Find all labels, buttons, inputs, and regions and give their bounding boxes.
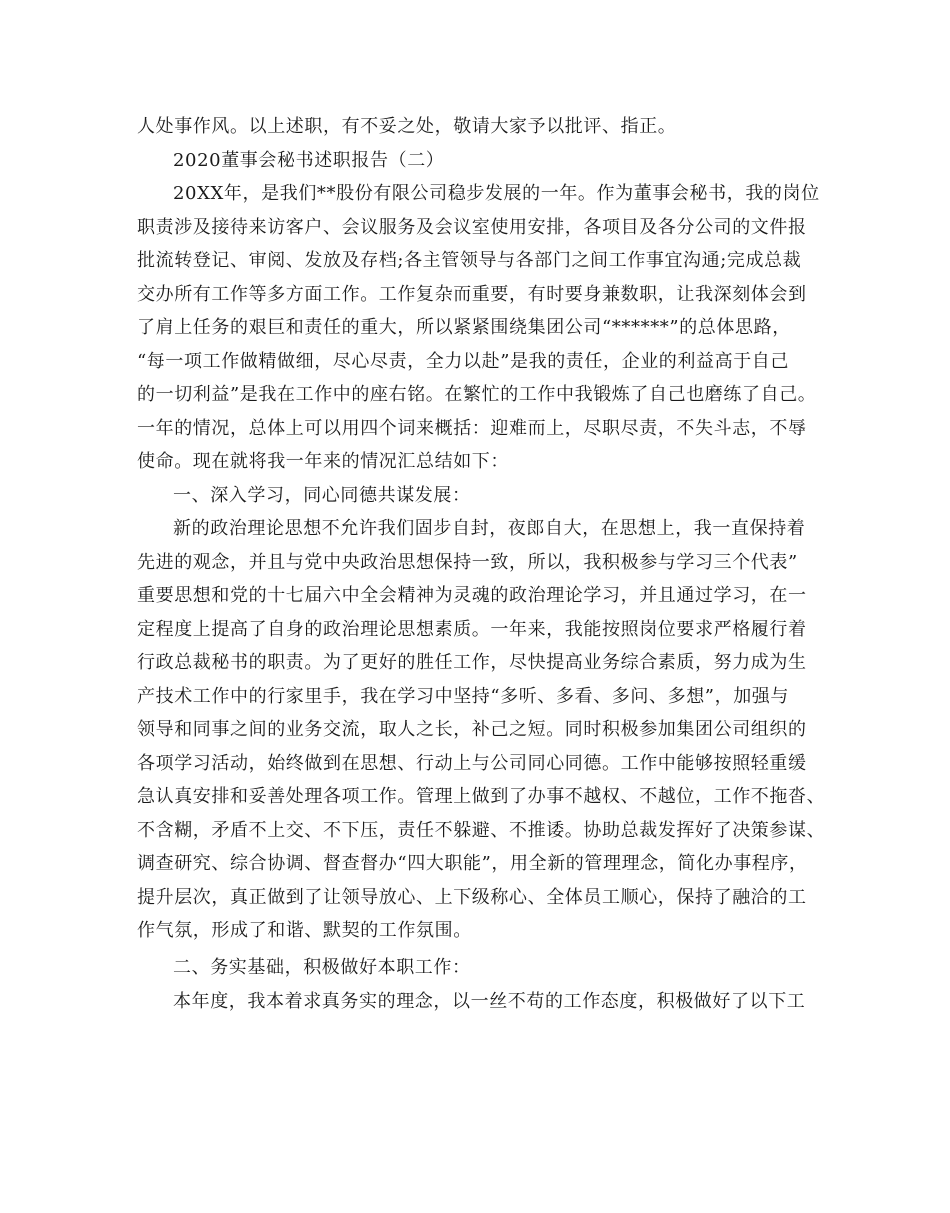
text-line: 各项学习活动，始终做到在思想、行动上与公司同心同德。工作中能够按照轻重缓 bbox=[137, 752, 807, 774]
text-line: 定程度上提高了自身的政治理论思想素质。一年来，我能按照岗位要求严格履行着 bbox=[137, 618, 807, 640]
text-line: 产技术工作中的行家里手，我在学习中坚持“多听、多看、多问、多想”，加强与 bbox=[137, 685, 790, 707]
text-line: 新的政治理论思想不允许我们固步自封，夜郎自大，在思想上，我一直保持着 bbox=[173, 518, 806, 539]
text-line: 先进的观念，并且与党中央政治思想保持一致，所以，我积极参与学习三个代表” bbox=[137, 551, 798, 573]
text-line: 急认真安排和妥善处理各项工作。管理上做到了办事不越权、不越位，工作不拖沓、 bbox=[137, 786, 826, 807]
text-line: 使命。现在就将我一年来的情况汇总结如下： bbox=[137, 451, 509, 472]
text-line: 行政总裁秘书的职责。为了更好的胜任工作，尽快提高业务综合素质，努力成为生 bbox=[137, 652, 807, 673]
text-line: 职责涉及接待来访客户、会议服务及会议室使用安排，各项目及各分公司的文件报 bbox=[137, 216, 807, 238]
section-heading: 二、务实基础，积极做好本职工作： bbox=[173, 957, 471, 978]
text-line: “每一项工作做精做细，尽心尽责，全力以赴”是我的责任，企业的利益高于自己 bbox=[137, 350, 790, 372]
text-line: 本年度，我本着求真务实的理念，以一丝不苟的工作态度，积极做好了以下工 bbox=[173, 990, 806, 1012]
text-line: 重要思想和党的十七届六中全会精神为灵魂的政治理论学习，并且通过学习，在一 bbox=[137, 585, 807, 606]
section-heading: 一、深入学习，同心同德共谋发展： bbox=[173, 484, 471, 506]
text-line: 的一切利益”是我在工作中的座右铭。在繁忙的工作中我锻炼了自己也磨练了自己。 bbox=[137, 384, 817, 405]
text-line: 调查研究、综合协调、督查督办“四大职能”，用全新的管理理念，简化办事程序， bbox=[137, 853, 808, 874]
text-line: 提升层次，真正做到了让领导放心、上下级称心、全体员工顺心，保持了融洽的工 bbox=[137, 886, 807, 908]
text-line: 领导和同事之间的业务交流，取人之长，补己之短。同时积极参加集团公司组织的 bbox=[137, 719, 807, 740]
text-line: 批流转登记、审阅、发放及存档;各主管领导与各部门之间工作事宜沟通;完成总裁 bbox=[137, 250, 802, 271]
text-line: 作气氛，形成了和谐、默契的工作氛围。 bbox=[137, 920, 472, 941]
text-line: 了肩上任务的艰巨和责任的重大，所以紧紧围绕集团公司“******”的总体思路， bbox=[137, 317, 791, 338]
text-line: 一年的情况，总体上可以用四个词来概括：迎难而上，尽职尽责，不失斗志，不辱 bbox=[137, 417, 807, 439]
section-title: 2020董事会秘书述职报告（二） bbox=[173, 149, 445, 171]
text-line: 人处事作风。以上述职，有不妥之处，敬请大家予以批评、指正。 bbox=[137, 116, 677, 137]
text-line: 交办所有工作等多方面工作。工作复杂而重要，有时要身兼数职，让我深刻体会到 bbox=[137, 283, 807, 305]
text-line: 不含糊，矛盾不上交、不下压，责任不躲避、不推诿。协助总裁发挥好了决策参谋、 bbox=[137, 819, 826, 841]
document-body bbox=[137, 112, 827, 1020]
text-line: 20XX年，是我们**股份有限公司稳步发展的一年。作为董事会秘书，我的岗位 bbox=[173, 183, 820, 204]
